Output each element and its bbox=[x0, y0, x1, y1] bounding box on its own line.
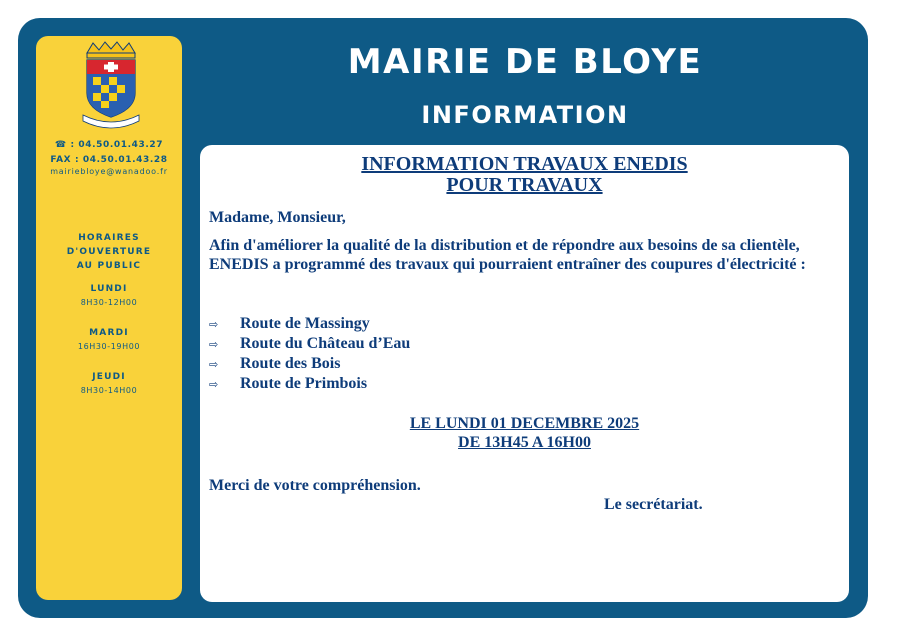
fax-number: FAX : 04.50.01.43.28 bbox=[50, 155, 168, 165]
notice-heading: INFORMATION TRAVAUX ENEDIS POUR TRAVAUX bbox=[361, 153, 688, 196]
arrow-right-icon: ⇨ bbox=[209, 339, 219, 351]
thanks-line: Merci de votre compréhension. bbox=[209, 477, 421, 494]
opening-hours-title: HORAIRES D'OUVERTURE AU PUBLIC bbox=[66, 233, 152, 271]
road-item: ⇨ Route de Massingy bbox=[209, 314, 370, 335]
schedule-tuesday: MARDI 16H30-19H00 bbox=[77, 328, 141, 351]
telephone-icon: ☎ bbox=[54, 140, 67, 150]
road-item: ⇨ Route du Château d’Eau bbox=[209, 334, 410, 355]
arrow-right-icon: ⇨ bbox=[209, 319, 219, 331]
arrow-right-icon: ⇨ bbox=[209, 359, 219, 371]
town-crest-logo bbox=[81, 41, 141, 131]
greeting: Madame, Monsieur, bbox=[209, 209, 346, 226]
schedule-monday: LUNDI 8H30-12H00 bbox=[80, 284, 138, 307]
sidebar bbox=[36, 36, 182, 600]
schedule-thursday: JEUDI 8H30-14H00 bbox=[80, 372, 138, 395]
email-address: mairiebloye@wanadoo.fr bbox=[50, 167, 168, 176]
signature: Le secrétariat. bbox=[604, 496, 703, 513]
road-item: ⇨ Route des Bois bbox=[209, 354, 340, 375]
notice-body: Afin d'améliorer la qualité de la distribution et de répondre aux besoins de sa clientèle, ENEDIS a programmé des travaux qui pourraient entraîner des coupures d'électricité : bbox=[209, 237, 806, 273]
phone-number: ☎ : 04.50.01.43.27 bbox=[54, 140, 164, 150]
road-item: ⇨ Route de Primbois bbox=[209, 374, 367, 395]
page-subtitle: INFORMATION bbox=[421, 101, 629, 129]
works-date: LE LUNDI 01 DECEMBRE 2025 DE 13H45 A 16H00 bbox=[409, 415, 640, 451]
arrow-right-icon: ⇨ bbox=[209, 379, 219, 391]
notice-panel bbox=[200, 145, 849, 602]
page-title: MAIRIE DE BLOYE bbox=[347, 42, 703, 82]
